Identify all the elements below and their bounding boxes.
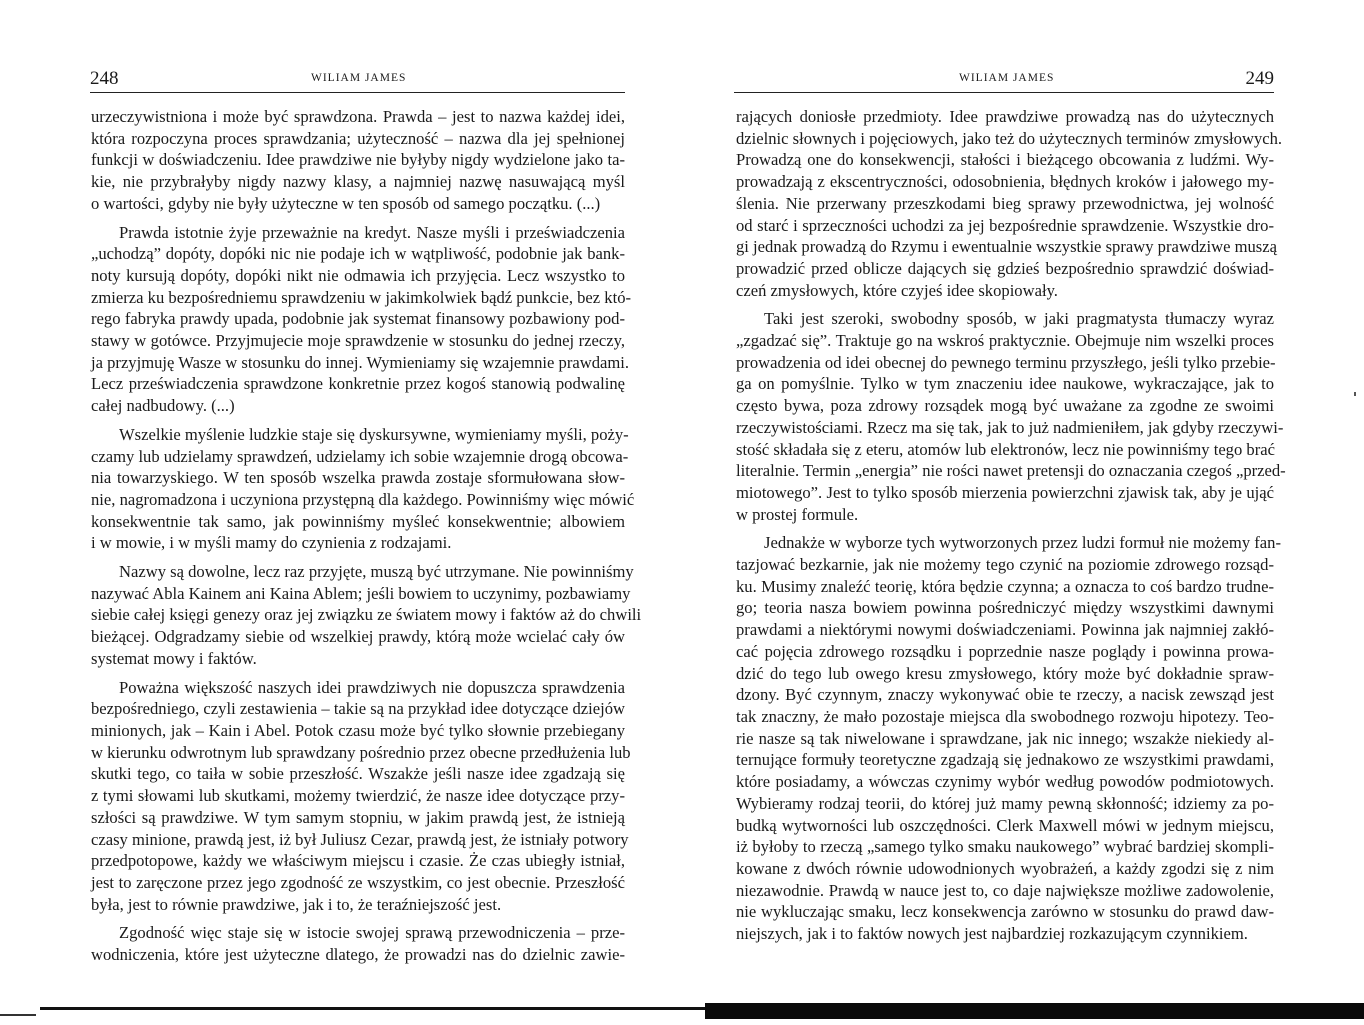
text-line: dzić do tego lub owego kresu zmysłowego, który może być dokładnie spraw- <box>736 663 1274 683</box>
text-line: nie wykluczając smaku, lecz konsekwencja zarówno w stosunku do prawd daw- <box>736 902 1274 922</box>
text-line: o wartości, gdyby nie były użyteczne w ten sposób od samego początku. (...) <box>91 193 601 213</box>
text-line: noty kursują dopóty, dopóki nikt nie odmawia ich przyjęcia. Lecz wszystko to <box>91 265 625 285</box>
scan-edge-tick <box>0 1014 36 1016</box>
text-line: w prostej formule. <box>736 504 859 524</box>
text-line: ternujące formuły teoretyczne zgadzają się jednakowo ze wszystkimi prawdami, <box>736 750 1274 770</box>
text-line: ga on pomyślnie. Tylko w tym znaczeniu idee naukowe, wykraczające, jak to <box>736 374 1274 394</box>
text-line: Poważna większość naszych idei prawdziwych nie dopuszcza sprawdzenia <box>119 677 625 697</box>
right-page-body <box>736 106 1286 945</box>
text-line: niejszych, jak i to faktów nowych jest najbardziej rozkazującym czynnikiem. <box>736 924 1248 944</box>
scan-mark <box>1354 392 1356 396</box>
text-line: szłości są prawdziwe. W tym samym stopniu, w jakim prawdą jest, że istnieją <box>91 807 625 827</box>
text-line: rie nasze są tak niwelowane i sprawdzane, jak nic innego; wszakże niekiedy al- <box>736 728 1274 748</box>
text-line: jest to zaręczone przez jego zgodność ze wszystkim, co jest obecnie. Przeszłość <box>91 872 625 892</box>
text-line: literalnie. Termin „energia” nie rości nawet pretensji do oznaczania czegoś „przed- <box>736 461 1286 481</box>
text-line: prowadzenia od idei obecnej do pewnego terminu przyszłego, jeśli tylko przebie- <box>736 352 1276 372</box>
text-line: dzony. Być czynnym, znaczy wykonywać obie te rzeczy, a nacisk zewsząd jest <box>736 685 1274 705</box>
text-line: ja przyjmuję Wasze w stosunku do innej. Wymieniamy się wzajemnie prawdami. <box>91 352 630 372</box>
text-line: ku. Musimy znaleźć teorię, która będzie czynna; a oznacza to coś bardzo trudne- <box>736 576 1274 596</box>
text-line: była, jest to równie prawdziwe, jak i to, że teraźniejszość jest. <box>91 894 502 914</box>
text-line: urzeczywistniona i może być sprawdzona. Prawda – jest to nazwa każdej idei, <box>91 107 625 126</box>
text-line: wodniczenia, które jest użyteczne dlatego, że prowadzi nas do dzielnic zawie- <box>91 945 625 965</box>
right-page <box>682 0 1364 1000</box>
text-line: bieżącej. Odgradzamy siebie od wszelkiej prawdy, którą może wcielać cały ów <box>91 627 625 647</box>
text-line: Jednakże w wyborze tych wytworzonych przez ludzi formuł nie możemy fan- <box>764 533 1281 553</box>
left-page <box>0 0 682 1000</box>
text-line: systemat mowy i faktów. <box>91 648 257 668</box>
text-line: budką wytworności lub oszczędności. Clerk Maxwell mówi w jednym miejscu, <box>736 815 1274 835</box>
text-line: Prowadzą one do konsekwencji, stałości i bieżącego obcowania z ludźmi. Wy- <box>736 150 1274 170</box>
text-line: Wszelkie myślenie ludzkie staje się dyskursywne, wymieniamy myśli, poży- <box>119 424 629 444</box>
text-line: stawy w gotówce. Przyjmujecie moje sprawdzenie w stosunku do jednej rzeczy, <box>91 331 625 351</box>
text-line: konsekwentnie tak samo, jak powinniśmy myśleć konsekwentnie; albowiem <box>91 511 625 531</box>
text-line: iż byłoby to rzeczą „samego tylko smaku naukowego” wybrać bardziej skompli- <box>736 837 1274 857</box>
text-line: zmierza ku bezpośredniemu sprawdzeniu w jakimkolwiek bądź punkcie, bez któ- <box>91 287 632 307</box>
text-line: czasy minione, prawdą jest, iż był Juliusz Cezar, prawdą jest, że istniały potwory <box>91 829 629 849</box>
text-line: nie, nagromadzona i uczyniona przystępną dla każdego. Powinniśmy więc mówić <box>91 489 635 509</box>
text-line: kowane z dwóch równie udowodnionych wyobrażeń, a każdy zgodzi się z nim <box>736 858 1274 878</box>
text-line: czeń zmysłowych, które czyjeś idee skopiowały. <box>736 280 1058 300</box>
text-line: Taki jest szeroki, swobodny sposób, w jaki pragmatysta tłumaczy wyraz <box>764 309 1274 329</box>
text-line: i w mowie, i w myśli mamy do czynienia z rodzajami. <box>91 533 452 553</box>
text-line: minionych, jak – Kain i Abel. Potok czasu może być tylko słownie przebiegany <box>91 720 625 740</box>
text-line: rzeczywistościami. Rzecz ma się tak, jak to już nadmieniłem, jak gdyby rzeczywi- <box>736 417 1284 437</box>
text-line: go; teoria nasza bowiem powinna pośredniczyć między wszystkimi dawnymi <box>736 598 1274 618</box>
left-page-body <box>91 106 642 966</box>
text-line: funkcji w doświadczeniu. Idee prawdziwe nie byłyby nigdy wydzielone jako ta- <box>91 150 625 170</box>
text-line: rających doniosłe przedmioty. Idee prawdziwe prowadzą nas do użytecznych <box>736 107 1274 126</box>
text-line: ślenia. Nie przerwany przeszkodami bieg sprawy przewodnictwa, jej wolność <box>736 193 1274 213</box>
page-number: 249 <box>1245 68 1274 89</box>
text-line: „uchodzą” dopóty, dopóki nic nie podaje ich w wątpliwość, podobnie jak bank- <box>91 244 625 264</box>
text-line: prawdami a niektórymi nowymi doświadczeniami. Powinna jak najmniej zakłó- <box>736 620 1274 640</box>
text-line: skutki tego, co taiła w sobie przeszłość. Wszakże jeśli nasze idee zgadzają się <box>91 764 625 784</box>
page-number: 248 <box>90 68 119 89</box>
running-head: WILIAM JAMES <box>311 72 407 84</box>
text-line: czamy lub udzielamy sprawdzeń, udzielamy ich sobie wzajemnie drogą obcowa- <box>91 446 629 466</box>
text-line: gi jednak prowadzą do Rzymu i ewentualnie wszystkie sprawy prawdziwe muszą <box>736 237 1277 257</box>
text-line: nazywać Abla Kainem ani Kaina Ablem; jeśli bowiem to uczynimy, pozbawiamy <box>91 583 631 603</box>
running-head: WILIAM JAMES <box>959 72 1055 84</box>
text-line: niezawodnie. Prawdą w nauce jest to, co daje największe możliwe zadowolenie, <box>736 880 1274 900</box>
text-line: stość składała się z eteru, atomów lub elektronów, lecz nie powinniśmy tego brać <box>736 439 1275 459</box>
text-line: kie, nie przybrałyby nigdy nazwy klasy, a najmniej nazwę nasuwającą myśl <box>91 172 625 192</box>
text-line: prowadzić przed oblicze dających się gdzieś bezpośrednio sprawdzić doświad- <box>736 258 1274 278</box>
scan-edge-left <box>40 1007 705 1010</box>
text-line: prowadzają z ekscentryczności, odosobnienia, błędnych kroków i jałowego my- <box>736 172 1274 192</box>
text-line: która rozpoczyna proces sprawdzania; użyteczność – nazwa dla jej spełnionej <box>91 128 625 148</box>
text-line: rego fabryka prawdy upada, podobnie jak systemat finansowy pozbawiony pod- <box>91 309 625 329</box>
left-page-header <box>90 66 625 93</box>
text-line: od starć i sprzeczności uchodzi za jej bezpośrednie sprawdzenie. Wszystkie dro- <box>736 215 1274 235</box>
text-line: które posiadamy, a wówczas czynimy wybór według powodów podmiotowych. <box>736 772 1274 792</box>
text-line: Wybieramy rodzaj teorii, do której już mamy pewną skłonność; idziemy za po- <box>736 793 1274 813</box>
right-page-header <box>734 66 1274 93</box>
text-line: Nazwy są dowolne, lecz raz przyjęte, muszą być utrzymane. Nie powinniśmy <box>119 562 634 582</box>
text-line: „zgadzać się”. Traktuje go na wskroś praktycznie. Obejmuje nim wszelki proces <box>736 331 1274 351</box>
text-line: tak znaczny, że mało pozostaje miejsca dla swobodnego rozwoju hipotezy. Teo- <box>736 706 1274 726</box>
text-line: tazjować bezkarnie, jak nie możemy tego czynić na poziomie zdrowego rozsąd- <box>736 555 1274 575</box>
text-line: przedpotopowe, każdy we właściwym miejscu i czasie. Że czas ubiegły istniał, <box>91 851 625 871</box>
text-line: miotowego”. Jest to tylko sposób mierzenia powierzchni zjawisk tak, aby je ująć <box>736 482 1274 502</box>
scan-edge-right <box>705 1003 1364 1019</box>
text-line: całej nadbudowy. (...) <box>91 396 235 416</box>
text-line: dzielnic słownych i pojęciowych, jako też do użytecznych terminów zmysłowych. <box>736 128 1283 148</box>
text-line: siebie całej księgi genezy oraz jej związku ze światem mowy i faktów aż do chwili <box>91 605 642 625</box>
text-line: Zgodność więc staje się w istocie swojej sprawą przewodniczenia – prze- <box>119 923 625 943</box>
text-line: bezpośredniego, czyli zestawienia – takie są na przykład idee dotyczące dziejów <box>91 699 625 719</box>
text-line: w kierunku odwrotnym lub sprawdzany pośrednio przez obecne przedłużenia lub <box>91 742 631 762</box>
text-line: cać pojęcia zdrowego rozsądku i poprzednie nasze poglądy i powinna prowa- <box>736 641 1274 661</box>
text-line: nia towarzyskiego. W ten sposób wszelka prawda zostaje sformułowana słow- <box>91 468 625 488</box>
scan-bottom-edge <box>0 1000 1364 1025</box>
text-line: Prawda istotnie żyje przeważnie na kredyt. Nasze myśli i przeświadczenia <box>119 222 625 242</box>
text-line: często bywa, poza zdrowy rozsądek mogą być uważane za zgodne ze swoimi <box>736 396 1274 416</box>
text-line: z tymi słowami lub skutkami, możemy twierdzić, że nasze idee dotyczące przy- <box>91 786 625 806</box>
text-line: Lecz przeświadczenia sprawdzone konkretnie przez kogoś stanowią podwalinę <box>91 374 625 394</box>
